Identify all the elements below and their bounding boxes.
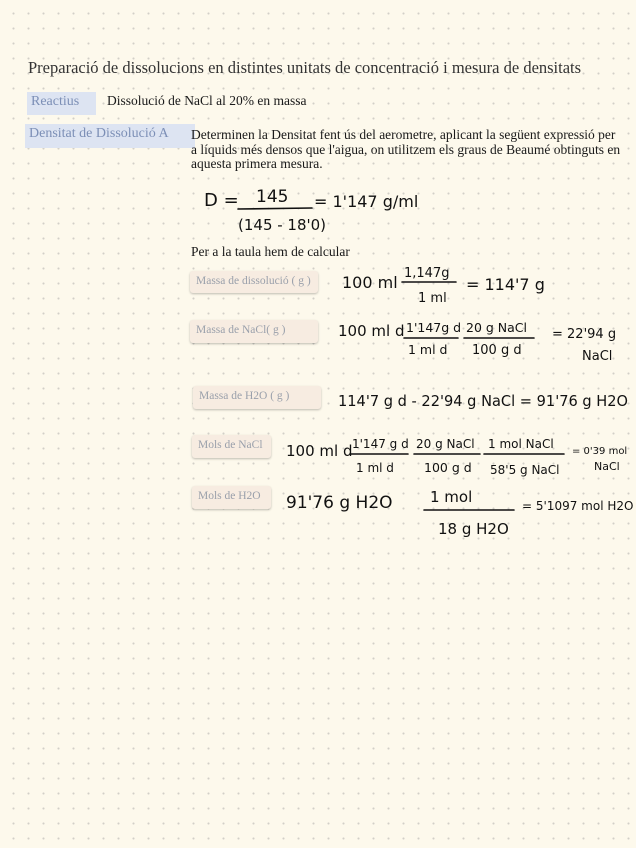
svg-text:= 0'39 mol: = 0'39 mol [572, 446, 628, 457]
svg-text:1 mol NaCl: 1 mol NaCl [488, 437, 554, 451]
svg-text:NaCl: NaCl [594, 460, 620, 473]
mols-nacl-field[interactable]: Mols de NaCl [192, 435, 271, 458]
svg-text:20 g NaCl: 20 g NaCl [416, 437, 475, 451]
svg-text:1,147g: 1,147g [404, 266, 450, 281]
formula-lhs: D = [204, 190, 239, 211]
svg-text:100 ml: 100 ml [342, 273, 398, 292]
reactius-tag: Reactius [27, 92, 96, 115]
svg-text:100 ml d: 100 ml d [286, 442, 353, 460]
svg-text:1 ml: 1 ml [418, 291, 447, 306]
svg-text:18 g H2O: 18 g H2O [438, 520, 509, 538]
svg-text:114'7 g d - 22'94 g NaCl = 91': 114'7 g d - 22'94 g NaCl = 91'76 g H2O [338, 392, 628, 410]
svg-text:= 5'1097 mol H2O: = 5'1097 mol H2O [522, 499, 634, 513]
mols-h2o-field[interactable]: Mols de H2O [192, 486, 271, 509]
svg-text:NaCl: NaCl [582, 349, 613, 364]
massa-dissolucio-calc [338, 260, 558, 308]
density-formula [200, 182, 430, 238]
mols-h2o-calc [284, 480, 634, 544]
svg-text:= 22'94 g: = 22'94 g [552, 327, 617, 342]
massa-dissolucio-field[interactable]: Massa de dissolució ( g ) [190, 271, 318, 293]
svg-text:1 ml d: 1 ml d [408, 342, 448, 357]
svg-text:1 mol: 1 mol [430, 488, 473, 506]
massa-h2o-calc [336, 384, 632, 414]
mols-nacl-calc [284, 428, 634, 484]
densitat-paragraph: Determinen la Densitat fent ús del aerometre, aplicant la següent expressió per a líquids més densos que l'aigua, on utilitzem els graus de Beaumé obtinguts en aquesta primera mesura. [191, 127, 621, 171]
densitat-tag: Densitat de Dissolució A [25, 124, 195, 148]
formula-numerator: 145 [256, 187, 289, 207]
svg-text:1 ml d: 1 ml d [356, 461, 394, 475]
svg-text:20 g NaCl: 20 g NaCl [466, 320, 527, 335]
svg-text:1'147g d: 1'147g d [406, 320, 462, 335]
svg-text:100 g d: 100 g d [472, 343, 522, 358]
page-title: Preparació de dissolucions en distintes unitats de concentració i mesura de densitats [28, 58, 582, 77]
svg-text:= 114'7 g: = 114'7 g [466, 275, 545, 294]
svg-text:100 ml d: 100 ml d [338, 322, 405, 340]
formula-result: = 1'147 g/ml [314, 192, 419, 211]
formula-fraction-line [238, 208, 312, 209]
massa-h2o-field[interactable]: Massa de H2O ( g ) [193, 386, 321, 409]
reactius-text: Dissolució de NaCl al 20% en massa [107, 93, 307, 108]
per-la-taula-text: Per a la taula hem de calcular [191, 244, 350, 259]
svg-text:1'147 g d: 1'147 g d [352, 437, 409, 451]
svg-text:100 g d: 100 g d [424, 460, 472, 475]
massa-nacl-calc [336, 312, 626, 370]
svg-text:91'76 g H2O: 91'76 g H2O [286, 493, 393, 513]
massa-nacl-field[interactable]: Massa de NaCl( g ) [190, 320, 318, 343]
svg-text:58'5 g NaCl: 58'5 g NaCl [490, 463, 560, 477]
formula-denominator: (145 - 18'0) [238, 216, 327, 234]
